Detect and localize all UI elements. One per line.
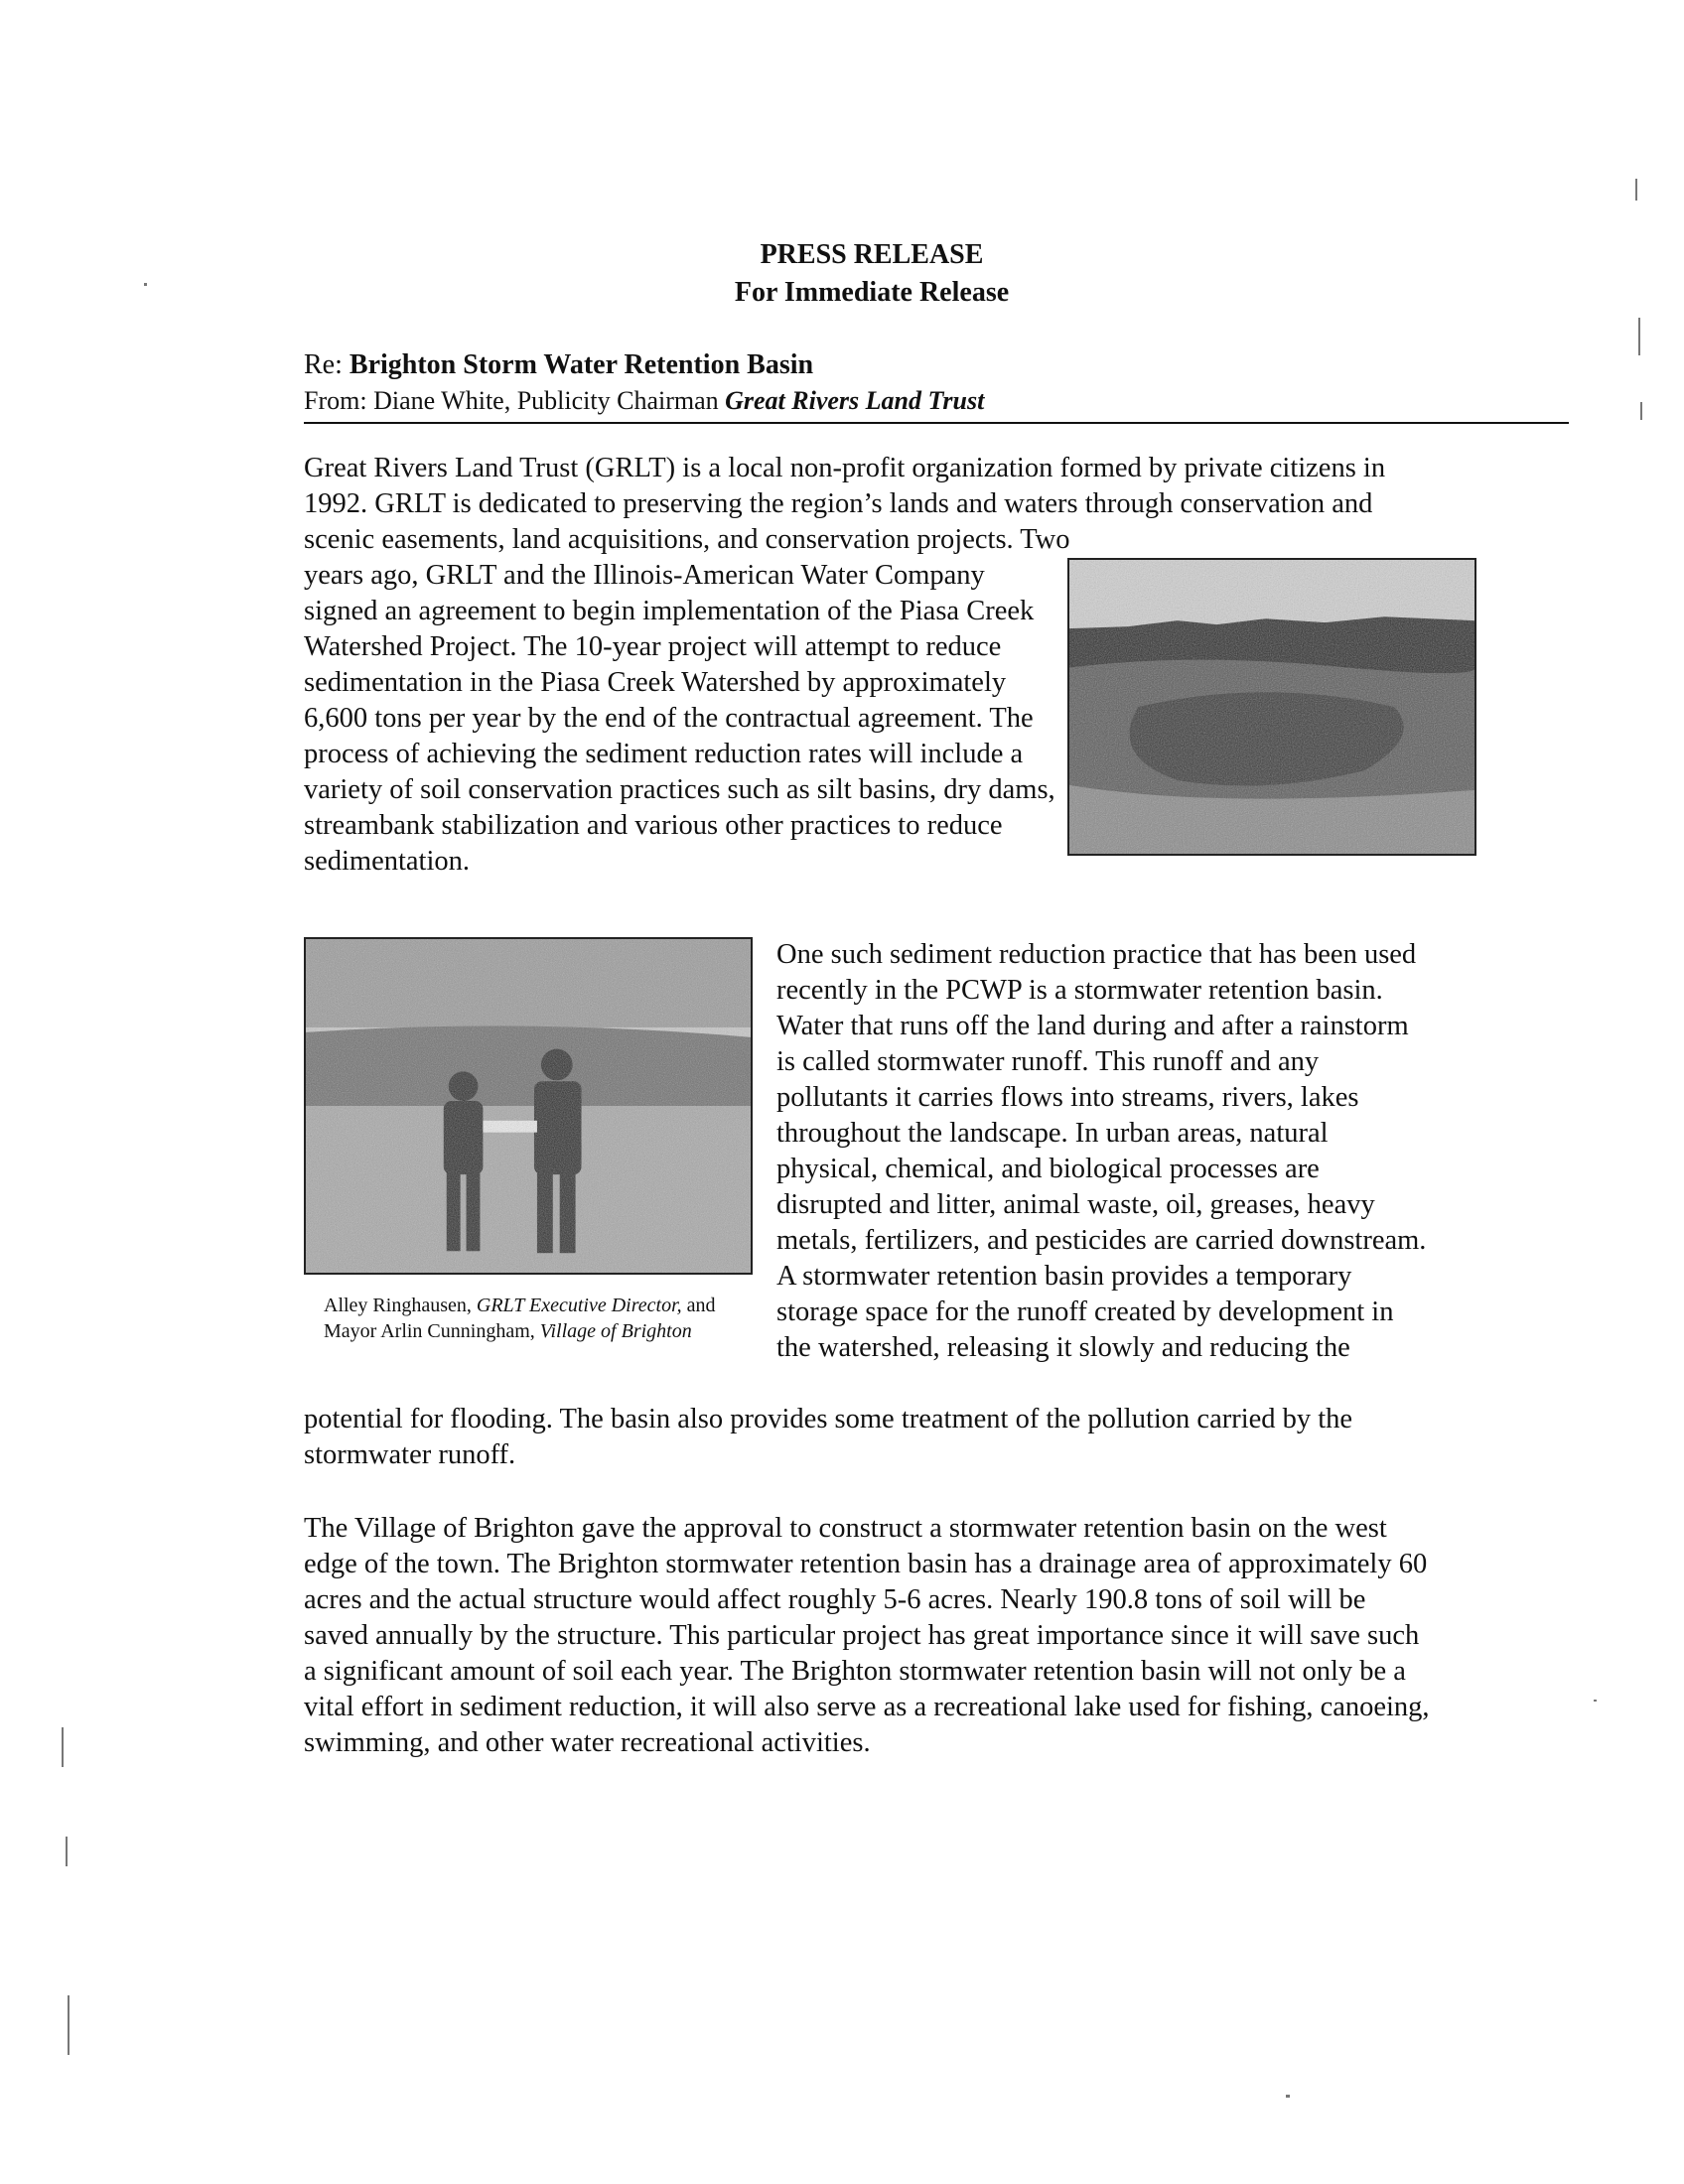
scan-artifact: [1638, 318, 1640, 355]
from-org: Great Rivers Land Trust: [725, 386, 985, 415]
re-block: [304, 347, 984, 419]
officials-photo-image: [306, 939, 751, 1273]
caption-title-2: Village of Brighton: [539, 1320, 692, 1342]
paragraph-3: The Village of Brighton gave the approval to construct a stormwater retention basin on the west edge of the town. The Brighton stormwater retention basin has a drainage area of approximately 60 acres and the actual structure would affect roughly 5-6 acres. Nearly 190.8 tons of soil will be saved annually by the structure. This particular project has great importance since it will save such a significant amount of soil each year. The Brighton stormwater retention basin will not only be a vital effort in sediment reduction, it will also serve as a recreational lake used for fishing, canoeing, swimming, and other water recreational activities.: [304, 1513, 1430, 1758]
caption-name-1: Alley Ringhausen,: [324, 1295, 472, 1316]
paragraph-1-wrapped: years ago, GRLT and the Illinois-American Water Company signed an agreement to begin implementation of the Piasa Creek Watershed Project. The 10-year project will attempt to reduce sedimentation in the Piasa Creek Watershed by approximately 6,600 tons per year by the end of the contractual agreement. The process of achieving the sediment reduction rates will include a variety of soil conservation practices such as silt basins, dry dams, streambank stabilization and various other practices to reduce sedimentation.: [304, 560, 1055, 877]
paragraph-2-wrapped: One such sediment reduction practice that has been used recently in the PCWP is a stormwater retention basin. Water that runs off the land during and after a rainstorm is called stormwater runoff. This runoff and any pollutants it carries flows into streams, rivers, lakes throughout the landscape. In urban areas, natural physical, chemical, and biological processes are disrupted and litter, animal waste, oil, greases, heavy metals, fertilizers, and pesticides are carried downstream. A stormwater retention basin provides a temporary storage space for the runoff created by development in the watershed, releasing it slowly and reducing the: [776, 939, 1427, 1363]
basin-photo-image: [1069, 560, 1474, 854]
scan-artifact: [1594, 1700, 1597, 1702]
press-release-header: [0, 236, 1684, 312]
re-subject: Brighton Storm Water Retention Basin: [349, 349, 814, 380]
scan-artifact: [1640, 402, 1642, 420]
from-prefix: From: Diane White, Publicity Chairman: [304, 386, 719, 415]
caption-connector: and Mayor Arlin Cunningham,: [324, 1295, 716, 1342]
retention-basin-photo: [1067, 558, 1476, 856]
scan-artifact: [1635, 179, 1637, 201]
photo-caption: [324, 1293, 741, 1344]
header-subtitle: For Immediate Release: [734, 277, 1010, 308]
caption-title-1: GRLT Executive Director,: [476, 1295, 682, 1316]
header-rule: [304, 422, 1569, 424]
from-line: [304, 383, 984, 419]
scan-artifact: [1286, 2095, 1290, 2098]
paragraph-2-full: potential for flooding. The basin also provides some treatment of the pollution carried by the stormwater runoff.: [304, 1404, 1353, 1470]
header-title: PRESS RELEASE: [760, 239, 984, 270]
officials-photo: [304, 937, 753, 1275]
scan-artifact: [68, 1995, 70, 2055]
paragraph-1-full: Great Rivers Land Trust (GRLT) is a local non-profit organization formed by private citizens in 1992. GRLT is dedicated to preserving the region’s lands and waters through conservation and scenic easements, land acquisitions, and conservation projects. Two: [304, 453, 1386, 555]
scan-artifact: [66, 1837, 68, 1866]
scan-artifact: [62, 1727, 64, 1767]
scan-artifact: [144, 283, 147, 286]
re-line: [304, 347, 984, 383]
re-prefix: Re:: [304, 349, 343, 380]
